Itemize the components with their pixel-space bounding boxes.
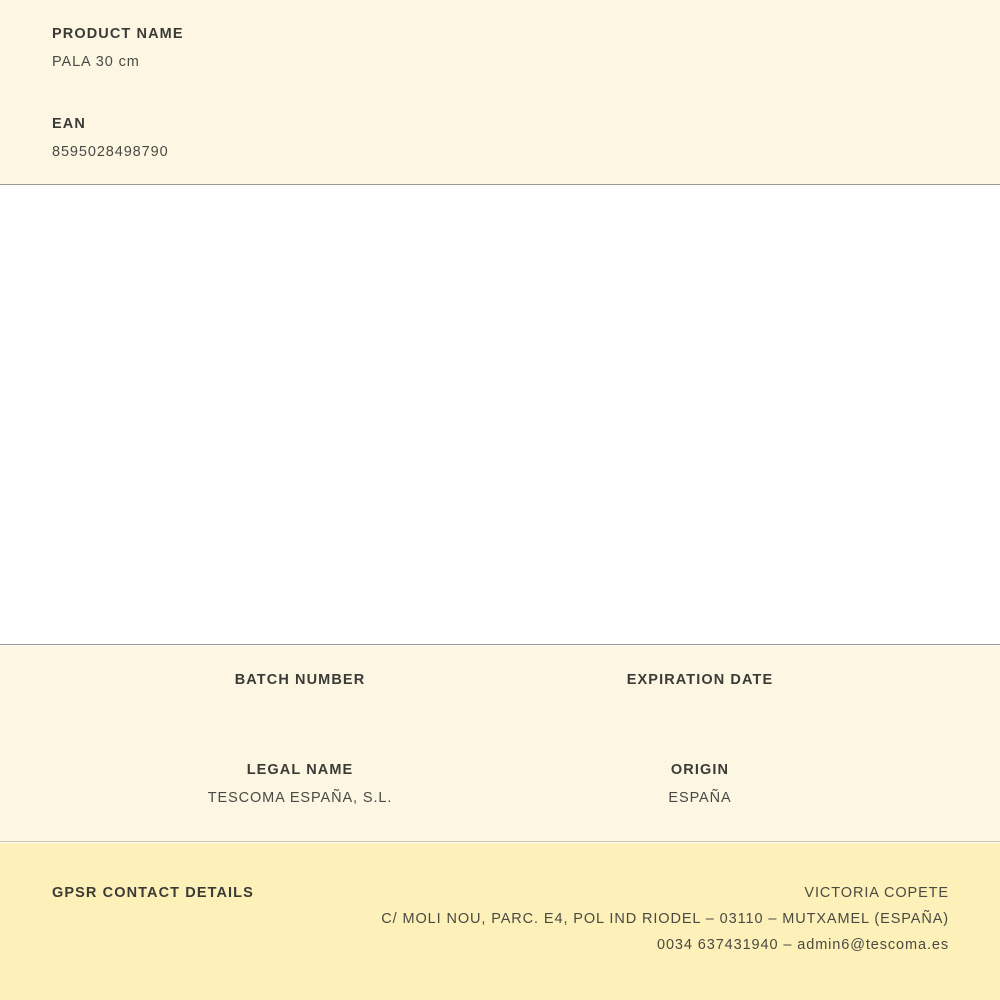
ean-value: 8595028498790 (52, 144, 169, 160)
legal-name-label: LEGAL NAME (246, 762, 354, 778)
gpsr-contact-phone-email: 0034 637431940 – admin6@tescoma.es (656, 937, 949, 953)
expiration-date-label: EXPIRATION DATE (626, 672, 774, 688)
legal-name-value: TESCOMA ESPAÑA, S.L. (207, 790, 393, 806)
origin-value: ESPAÑA (668, 790, 732, 806)
gpsr-contact-person: VICTORIA COPETE (804, 885, 949, 901)
gpsr-contact-address: C/ MOLI NOU, PARC. E4, POL IND RIODEL – 03110 – MUTXAMEL (ESPAÑA) (381, 911, 949, 927)
ean-field (52, 116, 169, 160)
product-name-field (52, 26, 184, 70)
gpsr-contact-block (0, 843, 1000, 1000)
legal-name-field (100, 762, 500, 807)
origin-field (500, 762, 900, 807)
gpsr-contact-details (381, 885, 949, 953)
expiration-date-field (500, 672, 900, 717)
batch-expiration-row (0, 672, 1000, 717)
gpsr-contact-label: GPSR CONTACT DETAILS (52, 885, 254, 901)
batch-legal-block (0, 646, 1000, 842)
product-identification-block (0, 0, 1000, 185)
batch-number-field (100, 672, 500, 717)
legal-origin-row (0, 762, 1000, 807)
product-name-value: PALA 30 cm (52, 54, 140, 70)
ean-label: EAN (52, 116, 86, 132)
batch-number-label: BATCH NUMBER (234, 672, 366, 688)
origin-label: ORIGIN (670, 762, 730, 778)
batch-number-value (100, 700, 500, 717)
expiration-date-value (500, 700, 900, 717)
product-name-label: PRODUCT NAME (52, 26, 184, 42)
product-image-area (0, 186, 1000, 645)
